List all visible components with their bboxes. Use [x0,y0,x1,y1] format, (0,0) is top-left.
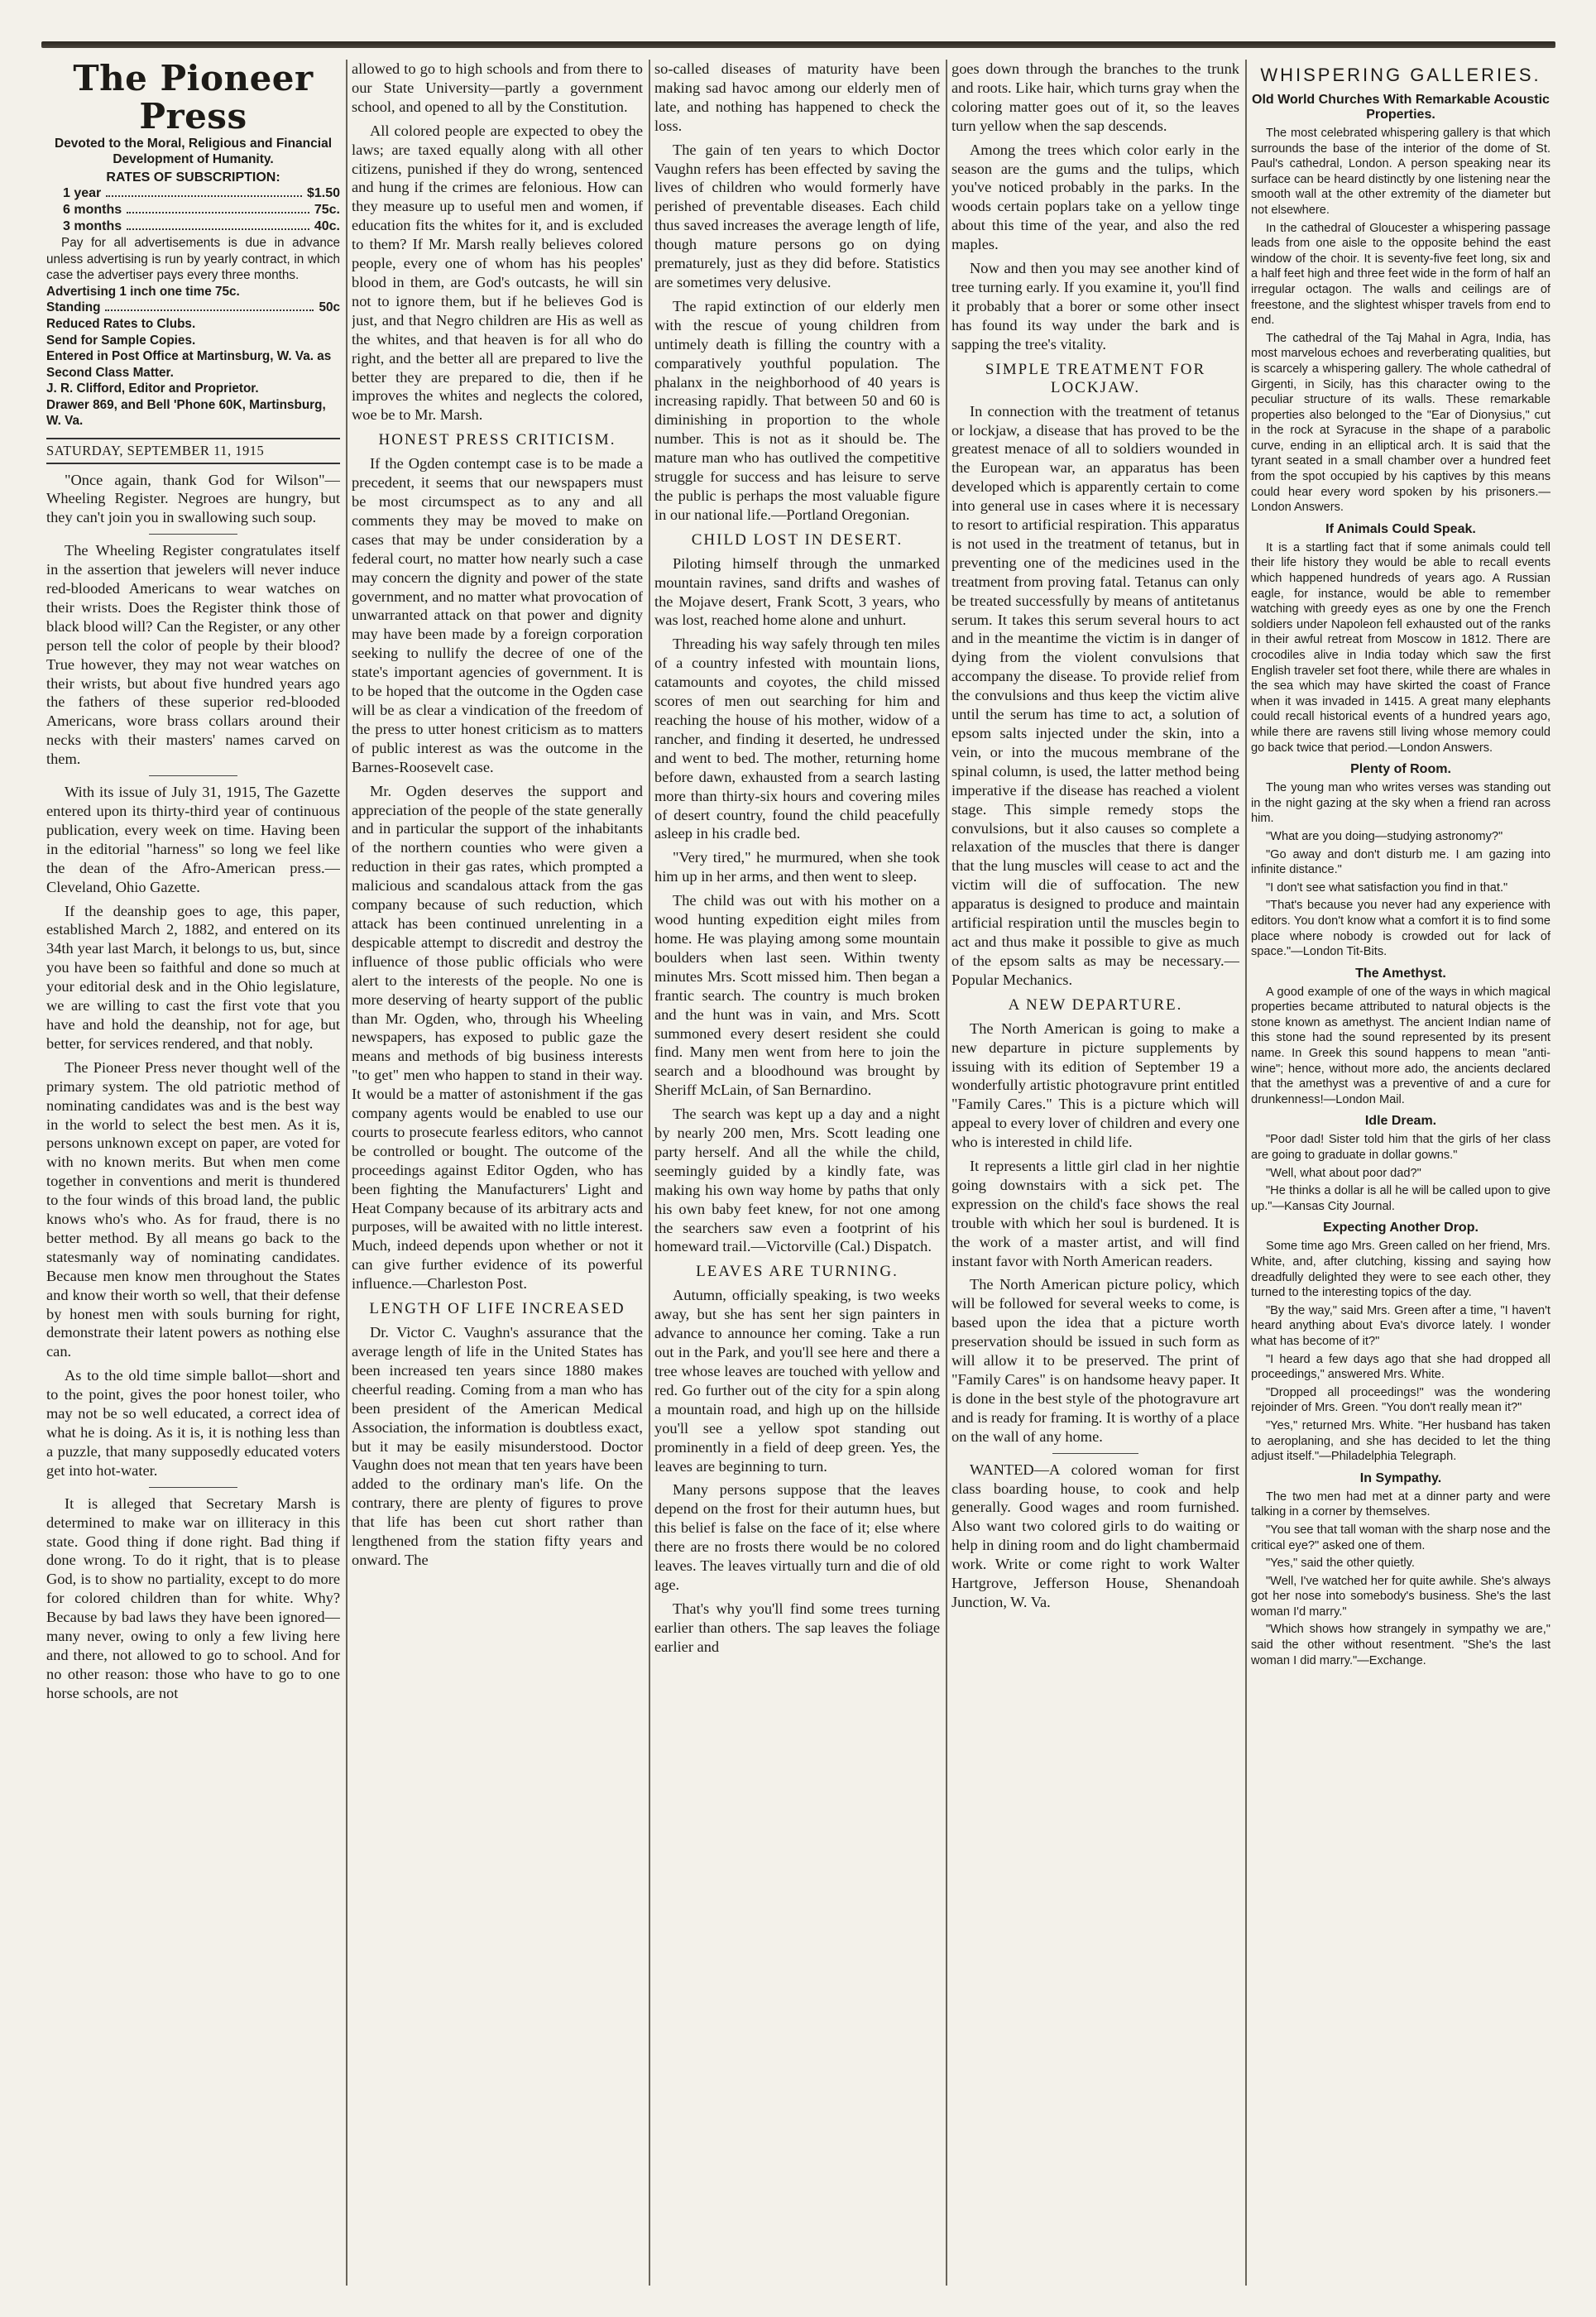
article-paragraph: It represents a little girl clad in her nightie going downstairs with a sick pet. The expression on the child's face shows the real trouble with which her soul is burdened. It is the work of a master artist, and will find instant favor with North American readers. [951,1158,1239,1269]
article-paragraph: The Wheeling Register congratulates itself in the assertion that jewelers will never induce red-blooded Americans to wear watches on their wrists. Does the Register think those of black blood will? Can the Register, or any other person tell the color of people by their blood? True however, they may not wear watches on their wrists, but about five hundred years ago the fathers of these superior red-blooded Americans, wore brass collars around their necks with their masters' names carved on them. [46,542,340,768]
article-paragraph: The rapid extinction of our elderly men with the rescue of young children from untimely death is filling the country with a comparatively youthful population. The phalanx in the neighborhood of 40 years is increasing rapidly. That between 50 and 60 is diminishing in proportion to the whole number. This is not as it should be. The mature man who has outlived the competitive struggle for success and has leisure to serve the public is perhaps the most valuable figure in our national life.—Portland Oregonian. [654,297,940,523]
article-paragraph: Many persons suppose that the leaves depend on the frost for their autumn hues, but this belief is false on the face of it; else where there are no frosts there would be no colored leaves. The leaves virtually turn and die of old age. [654,1481,940,1593]
rate-row: 1 year $1.50 [63,186,340,200]
article-paragraph: The North American picture policy, which will be followed for several weeks to come, is based upon the idea that a picture worth preservation should be issued in such form as will allow it to be preserved. The print of "Family Cares" is on handsome heavy paper. It is done in the best style of the photogravure art and is ready for framing. It is worthy of a place on the wall of any home. [951,1276,1239,1445]
article-paragraph: All colored people are expected to obey the laws; are taxed equally along with all other citizens, punished if they do wrong, sentenced and hung if the crimes are felonious. How can they measure up to useful men and women, if education fits the whites for it, and is excluded to them? If Mr. Marsh really believes colored people, every one of whom has his peoples' blood in them, are God's outcasts, he will sin not to ignore them, but if he believes God is just, and that Negro children are His as well as the whites, and that heaven is for all who do right, and the better all are prepared to live the better they are prepared to die, then if he improves the whites and neglects the colored, woe be to Mr. Marsh. [352,122,643,424]
article-paragraph: allowed to go to high schools and from there to our State University—partly a government school, and opened to all by the Constitution. [352,60,643,115]
article-paragraph: It is alleged that Secretary Marsh is determined to make war on illiteracy in this state. Good thing if done right. Bad thing if done wrong. To do it right, that is to please God, is to show no partiality, except to do more for colored children than for white. Why? Because by bad laws they have been ignored—many never, owing to only a few living here and there, not allowed to go to school. And for no other reason: those who have to go to one horse schools, are not [46,1494,340,1701]
contact-line: Drawer 869, and Bell 'Phone 60K, Martinsburg, W. Va. [46,397,326,428]
article-paragraph: If the deanship goes to age, this paper, established March 2, 1882, and entered on its 34th year last March, it belongs to us, but, since you have been so faithful and done so much at your editorial desk and in the Ohio legislature, we are willing to cast the first vote that you have and hold the deanship, not for age, but better, for services rendered, and that nobly. [46,902,340,1052]
article-paragraph: The two men had met at a dinner party and were talking in a corner by themselves. [1251,1490,1550,1519]
headline-child-lost: CHILD LOST IN DESERT. [691,530,903,549]
advertising-rate: Advertising 1 inch one time 75c. [46,284,240,299]
subhead: In Sympathy. [1359,1470,1442,1485]
post-office-entry: Entered in Post Office at Martinsburg, W. Va. as Second Class Matter. [46,349,332,380]
article-paragraph: Now and then you may see another kind of tree turning early. If you examine it, you'll find it probably that a borer or some other insect has found its way under the bark and is sapping the tree's vitality. [951,260,1239,353]
headline-new-departure: A NEW DEPARTURE. [1008,995,1183,1014]
advertising-notice: Pay for all advertisements is due in advance unless advertising is run by yearly contract, in which case the advertiser pays every three months. [46,236,340,282]
article-paragraph: Some time ago Mrs. Green called on her friend, Mrs. White, and, after clutching, kissing and saying how dreadfully delighted they were to see each other, they turned to the interesting topics of the day. [1251,1240,1550,1300]
article-paragraph: "By the way," said Mrs. Green after a time, "I haven't heard anything about Eva's divorce lately. I wonder what has become of it?" [1251,1303,1550,1348]
column-rule [346,60,347,2286]
editor-line: J. R. Clifford, Editor and Proprietor. [46,381,259,396]
subhead: Idle Dream. [1364,1114,1437,1129]
article-paragraph: "What are you doing—studying astronomy?" [1266,829,1503,843]
subhead: If Animals Could Speak. [1325,521,1476,536]
article-paragraph: "Yes," returned Mrs. White. "Her husband has taken to aeroplaning, and she has decided to let the thing adjust itself."—Philadelphia Telegraph. [1251,1418,1550,1464]
article-paragraph: "Dropped all proceedings!" was the wondering rejoinder of Mrs. Green. "You don't really mean it?" [1251,1385,1550,1415]
column-3 [654,60,940,2286]
top-border-band [41,41,1555,48]
article-paragraph: "Which shows how strangely in sympathy we are," said the other without resentment. "She's the last woman I did marry."—Exchange. [1251,1623,1550,1667]
article-paragraph: so-called diseases of maturity have been making sad havoc among our elderly men of late, and nothing has happened to check the loss. [654,60,940,134]
headline-length-of-life: LENGTH OF LIFE INCREASED [369,1300,625,1318]
article-paragraph: Dr. Victor C. Vaughn's assurance that the average length of life in the United States has been increased ten years since 1880 makes cheerful reading. Coming from a man who has been president of the American Medical Association, the information is doubtless exact, but it may be easily misunderstood. Doctor Vaughn does not mean that ten years have been added to the ordinary man's life. On the contrary, there are plenty of figures to prove that life has been cut short rather than lengthened from the station fifty years and onward. The [352,1324,643,1568]
article-paragraph: With its issue of July 31, 1915, The Gazette entered upon its thirty-third year of continuous publication, every week on time. Having been in the editorial "harness" so long we feel like the dean of the Afro-American press.—Cleveland, Ohio Gazette. [46,784,340,895]
rate-row: 3 months 40c. [63,219,340,233]
column-rule [946,60,947,2286]
article-paragraph: "Yes," said the other quietly. [1266,1557,1415,1571]
article-paragraph: The North American is going to make a new departure in picture supplements by issuing with its edition of September 19 a wonderfully artistic photogravure print entitled "Family Cares." This is a picture which will appeal to every lover of children and every one who is interested in child life. [951,1019,1239,1151]
column-5 [1251,60,1550,2286]
standing-rate: Standing 50c [46,300,340,314]
headline-whispering-galleries: WHISPERING GALLERIES. [1260,65,1541,85]
article-paragraph: Piloting himself through the unmarked mountain ravines, sand drifts and washes of the Mojave desert, Frank Scott, 3 years, who was lost, reached home alone and unhurt. [654,554,940,629]
reduced-rates: Reduced Rates to Clubs. [46,317,196,331]
headline-honest-press: HONEST PRESS CRITICISM. [378,431,616,449]
article-paragraph: goes down through the branches to the trunk and roots. Like hair, which turns gray when the coloring matter goes out of it, so the leaves turn yellow when the sap descends. [951,60,1239,134]
divider [149,1487,237,1488]
article-paragraph: Mr. Ogden deserves the support and appreciation of the people of the state generally and in particular the support of the inhabitants of the northern counties who were given a reduction in their gas rates, which prompted a malicious and scandalous attack from the gas company because of such reduction, which attack has been continued unrelenting in a despicable attempt to discredit and destroy the influence of those public officials who were alert to the interests of the people. No one is more deserving of hearty support of the public than Mr. Ogden, who, through his Wheeling newspapers, has exposed to public gaze the means and methods of big business interests "to get" men who happen to stand in their way. It would be a matter of astonishment if the gas company agents would be enabled to use our courts to prosecute fearless editors, who cannot be controlled or bought. The outcome of the proceedings against Editor Ogden, who has been fighting the Manufacturers' Light and Heat Company because of its arbitrary acts and purposes, will be awaited with no little interest. Much, indeed depends upon whether or not it can give further evidence of its powerful influence.—Charleston Post. [352,782,643,1293]
article-paragraph: The cathedral of the Taj Mahal in Agra, India, has most marvelous echoes and reverberating qualities, but is scarcely a whispering gallery. The whole cathedral of Girgenti, in Sicily, has this character owing to the peculiar structure of its walls. These remarkable properties also belonged to the "Ear of Dionysius," cut in the rock at Syracuse in the shape of a parabolic curve, ending in an elliptical arch. It is said that the tyrant seated in a small chamber over a hundred feet from the spot occupied by his captives by this means could hear every word spoken by his prisoners.—London Answers. [1251,331,1550,515]
article-paragraph: "Go away and don't disturb me. I am gazing into infinite distance." [1251,847,1550,877]
article-paragraph: It is a startling fact that if some animals could tell their life history they would be able to recall events which happened hundreds of years ago. A Russian eagle, for instance, would be able to remember watching with greedy eyes as one by one the French soldiers under Napoleon fell exhausted out of the ranks in their awful retreat from Moscow in 1812. There are crocodiles alive in India today which saw the first English traveler set foot there, while there are whales in the sea which may have skirted the coast of France when it was invaded in 1415. A great many elephants could recall historical events of a hundred years ago, while there are ravens still living whose memory could go back twice that period.—London Answers. [1251,540,1550,755]
subhead: Old World Churches With Remarkable Acoustic Properties. [1252,93,1550,122]
subhead: Plenty of Room. [1350,762,1451,777]
subhead: Expecting Another Drop. [1323,1221,1479,1235]
article-paragraph: The most celebrated whispering gallery is that which surrounds the base of the interior of the dome of St. Paul's cathedral, London. A person speaking near its surface can be heard distinctly by one listening near the smooth wall at the other extremity of the diameter but not elsewhere. [1251,127,1550,217]
article-paragraph: As to the old time simple ballot—short and to the point, gives the poor honest toiler, who may not be so well educated, a correct idea of what he is doing. As it is, it is nothing less than a puzzle, that many supposedly educated voters get into hot-water. [46,1367,340,1479]
rates-title: RATES OF SUBSCRIPTION: [106,170,280,185]
article-paragraph: In connection with the treatment of tetanus or lockjaw, a disease that has proved to be the greatest menace of all to soldiers wounded in the European war, an apparatus has been developed which is apparently certain to come into general use in cases where it is necessary to resort to artificial respiration. This apparatus is not used in the treatment of tetanus, but in preventing one of the medicines used in the treatment from proving fatal. Tetanus can only be treated successfully by means of antitetanus serum. It takes this serum several hours to act and in the meantime the victim is in danger of dying from the violent convulsions that accompany the disease. To provide relief from the convulsions and thus keep the victim alive until the serum has time to act, a solution of epsom salts injected under the skin, into a vein, or into the mucous membrane of the spinal column, is used, the latter method being imperative if the disease has reached a violent stage. This simple remedy stops the convulsions, but it also causes so complete a relaxation of the muscles that there is danger that the lung muscles will cease to act and the victim will die of suffocation. The new apparatus is designed to produce and maintain artificial respiration until the muscles begin to act and thus make it possible to give as much of the epsom salts as may be necessary.—Popular Mechanics. [951,402,1239,988]
subhead: The Amethyst. [1355,966,1446,981]
masthead-title: The Pioneer Press [73,60,314,137]
column-rule [649,60,650,2286]
column-1 [46,60,340,2286]
masthead-devoted: Devoted to the Moral, Religious and Financial Development of Humanity. [54,137,332,166]
article-paragraph: The Pioneer Press never thought well of the primary system. The old patriotic method of nominating candidates was and is the best way in the world to select the best men. As it is, persons unknown except on paper, are voted for with no known merits. But when men come together in conventions and merit is thundered to the four winds of this broad land, the public knows who's who. As for fraud, there is no better method. By all means go back to the statesmanly way of nominating candidates. Because men know men throughout the States and know their worth so well, that their defense by honest men with souls burning for right, demonstrate their latent powers as nothing else can. [46,1058,340,1360]
article-paragraph: "You see that tall woman with the sharp nose and the critical eye?" asked one of them. [1251,1523,1550,1552]
divider [1052,1453,1138,1454]
headline-lockjaw: SIMPLE TREATMENT FOR LOCKJAW. [985,360,1206,396]
classified-ad: WANTED—A colored woman for first class boarding house, to cook and help generally. Good wages and room furnished. Also want two colored girls to do waiting or help in dining room and do light chambermaid work. Write or come right to work Walter Hartgrove, Jefferson House, Shenandoah Junction, W. Va. [951,1461,1239,1610]
article-paragraph: "I heard a few days ago that she had dropped all proceedings," answered Mrs. White. [1251,1352,1550,1382]
rate-row: 6 months 75c. [63,203,340,217]
article-paragraph: If the Ogden contempt case is to be made a precedent, it seems that our newspapers must be most circumspect as to any and all comments they may be moved to make on cases that may be under consideration by a federal court, no matter how nearly such a case may concern the dignity and power of the state government, and no matter what provocation of unwarranted attack on that power and dignity may have been made by a foreign corporation seeking to nullify the decree of one of the state's important agencies of government. It is to be hoped that the outcome in the Ogden case will be as clear a vindication of the freedom of the press to utter honest criticism as to matters of public interest as was the outcome in the Barnes-Roosevelt case. [352,455,643,775]
article-paragraph: The search was kept up a day and a night by nearly 200 men, Mrs. Scott leading one party herself. And all the while the child, seemingly guided by a kindly fate, was making his own way home by paths that only his own baby feet knew, for not one among the searchers saw even a footprint of his homeward trail.—Victorville (Cal.) Dispatch. [654,1106,940,1255]
article-paragraph: "Poor dad! Sister told him that the girls of her class are going to graduate in dollar gowns." [1251,1133,1550,1163]
column-rule [1245,60,1247,2286]
article-paragraph: "He thinks a dollar is all he will be called upon to give up."—Kansas City Journal. [1251,1184,1550,1213]
sample-copies: Send for Sample Copies. [46,333,196,348]
article-paragraph: "Very tired," he murmured, when she took him up in her arms, and then went to sleep. [654,849,940,885]
column-2 [352,60,643,2286]
divider [149,775,237,776]
issue-date: SATURDAY, SEPTEMBER 11, 1915 [46,438,340,464]
column-4 [951,60,1239,2286]
headline-leaves-turning: LEAVES ARE TURNING. [696,1263,899,1281]
article-paragraph: Autumn, officially speaking, is two weeks away, but she has sent her sign painters in advance to announce her coming. Take a run out in the Park, and you'll see here and there a tree whose leaves are touched with yellow and red. Go further out of the city for a spin along a mountain road, and high up on the hillside you'll see a yellow spot standing out prominently in a field of deep green. Yes, the leaves are beginning to turn. [654,1287,940,1475]
article-paragraph: In the cathedral of Gloucester a whispering passage leads from one aisle to the opposite behind the east window of the choir. It is seventy-five feet long, six and a half feet high and three feet wide in the form of half an irregular octagon. The walls and ceilings are of freestone, and the slightest whisper travels from end to end. [1251,221,1550,328]
article-paragraph: The gain of ten years to which Doctor Vaughn refers has been effected by saving the lives of children who would formerly have perished of preventable diseases. Each child thus saved increases the average length of life, though mature persons go on dying prematurely, just as they did before. Statistics are sometimes very delusive. [654,141,940,290]
article-paragraph: "Well, what about poor dad?" [1266,1166,1421,1180]
article-paragraph: "Well, I've watched her for quite awhile. She's always got her nose into somebody's business. She's the last woman I'd marry." [1251,1574,1550,1619]
article-paragraph: A good example of one of the ways in which magical properties became attributed to natural objects is the stone known as amethyst. The ancient Indian name of this stone had the sound represented by its present name. In Greek this sound happens to mean "anti-wine"; hence, without more ado, the ancients declared that the amethyst was a preventive of and a cure for drunkenness!—London Mail. [1251,985,1550,1106]
article-paragraph: "Once again, thank God for Wilson"—Wheeling Register. Negroes are hungry, but they can't join you in swallowing such soup. [46,471,340,526]
article-paragraph: "I don't see what satisfaction you find in that." [1266,880,1508,895]
article-paragraph: Threading his way safely through ten miles of a country infested with mountain lions, catamounts and coyotes, the child missed scores of men out searching for him and reaching the house of his mother, widow of a rancher, and finding it deserted, he undressed and went to bed. The mother, returning home before dawn, exhausted from a search lasting more than thirty-six hours and covering miles of desert country, found the child peacefully asleep in his cradle bed. [654,636,940,842]
article-paragraph: "That's because you never had any experience with editors. You don't know what a comfort it is to find some place where nobody is crowded out for lack of space."—London Tit-Bits. [1251,899,1550,959]
article-paragraph: The young man who writes verses was standing out in the night gazing at the sky when a friend ran across him. [1251,781,1550,826]
article-paragraph: That's why you'll find some trees turning earlier than others. The sap leaves the foliage earlier and [654,1600,940,1655]
article-paragraph: The child was out with his mother on a wood hunting expedition eight miles from home. He was playing among some mountain boulders when last seen. Within twenty minutes Mrs. Scott missed him. Then began a frantic search. The country is much broken and the hunt was in vain, and Mrs. Scott summoned every desert resident she could find. Many men went from here to join the search and a bloodhound was brought by Sheriff McLain, of San Bernardino. [654,892,940,1099]
article-paragraph: Among the trees which color early in the season are the gums and the tulips, which you've noticed probably in the parks. In the woods certain poplars take on a yellow tinge about this time of the year, and also the red maples. [951,141,1239,253]
divider [149,534,237,535]
